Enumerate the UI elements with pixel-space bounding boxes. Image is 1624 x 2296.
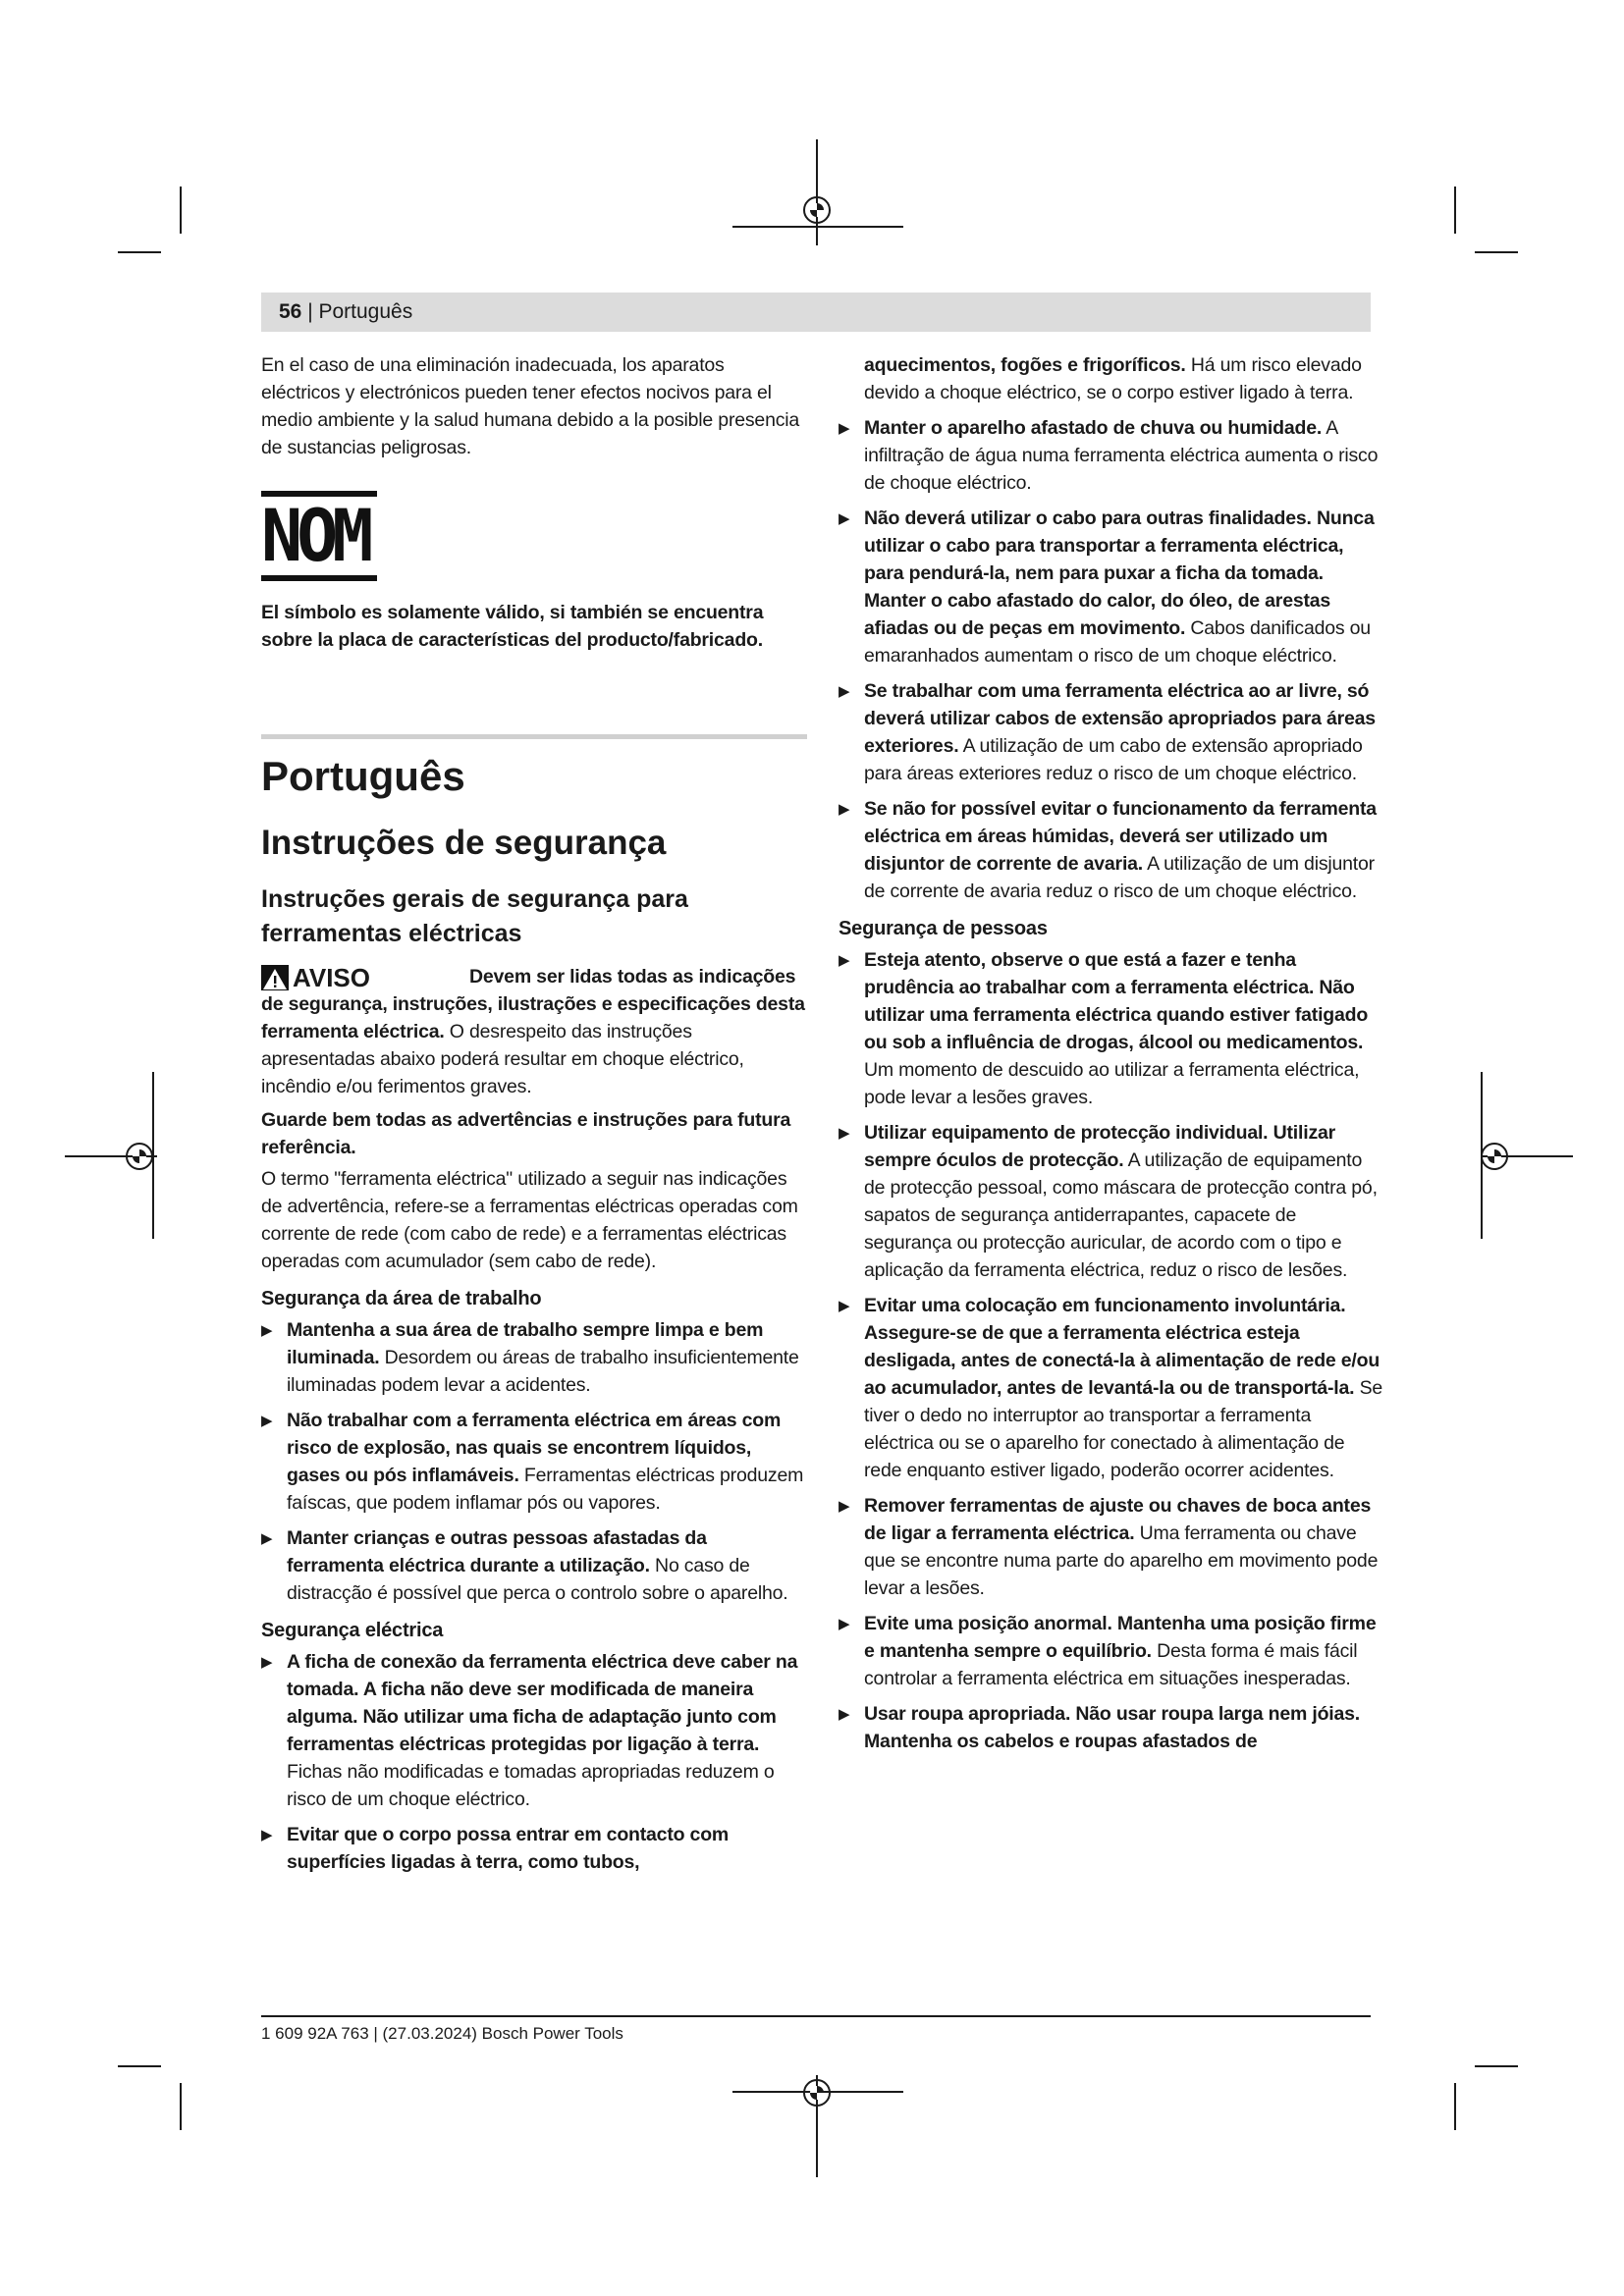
list-item-text: A utilização de um cabo de extensão apropriado para áreas exteriores reduz o risco de um choque eléctrico. (864, 735, 1363, 784)
registration-mark-icon (126, 1143, 153, 1170)
keep-instructions-note: Guarde bem todas as advertências e instruções para futura referência. (261, 1109, 791, 1158)
list-item-bold: Se não for possível evitar o funcionamento da ferramenta eléctrica em áreas húmidas, deverá ser utilizado um disjuntor de corrente de avaria. (864, 798, 1377, 875)
crop-mark (118, 2065, 161, 2067)
list-item (261, 1316, 807, 1399)
page-header (261, 293, 1371, 332)
warning-label-text: AVISO (293, 963, 370, 992)
continued-paragraph (839, 351, 1384, 406)
list-item-bold: Não deverá utilizar o cabo para outras finalidades. Nunca utilizar o cabo para transportar a ferramenta eléctrica, para pendurá-la, nem para puxar a ficha da tomada. Manter o cabo afastado do calor, do óleo, de arestas afiadas ou de peças em movimento. (864, 507, 1375, 639)
crop-mark (1454, 187, 1456, 234)
list-item-text: Fichas não modificadas e tomadas apropriadas reduzem o risco de um choque eléctrico. (287, 1761, 775, 1810)
registration-mark-icon (803, 2079, 831, 2107)
list-item-bold: Não trabalhar com a ferramenta eléctrica em áreas com risco de explosão, nas quais se encontrem líquidos, gases ou pós inflamáveis. (287, 1410, 782, 1486)
header-text (279, 300, 412, 324)
nom-logo (261, 491, 377, 581)
registration-mark-icon (803, 196, 831, 224)
list-item-text: No caso de distracção é possível que perca o controlo sobre o aparelho. (287, 1555, 788, 1604)
crop-mark (180, 2083, 182, 2130)
warning-bold: Devem ser lidas todas as indicações de segurança, instruções, ilustrações e especificações desta ferramenta eléctrica. (261, 966, 805, 1042)
footer-text: 1 609 92A 763 | (27.03.2024) Bosch Power Tools (261, 2024, 623, 2043)
list-item (261, 1648, 807, 1813)
list-item (261, 1407, 807, 1517)
crop-mark (180, 187, 182, 234)
registration-mark-icon (1481, 1143, 1508, 1170)
safety-heading: Instruções de segurança (261, 824, 667, 862)
list-item (839, 1610, 1384, 1692)
crop-mark (118, 251, 161, 253)
list-item-bold: Usar roupa apropriada. Não usar roupa larga nem jóias. Mantenha os cabelos e roupas afastados de (864, 1703, 1361, 1752)
nom-logo-text: NOM (261, 493, 368, 579)
continued-text: Há um risco elevado devido a choque eléctrico, se o corpo estiver ligado à terra. (864, 354, 1362, 403)
warning-label (261, 963, 370, 992)
list-item-bold: Utilizar equipamento de protecção individual. Utilizar sempre óculos de protecção. (864, 1122, 1336, 1171)
list-item-bold: Manter o aparelho afastado de chuva ou humidade. (864, 417, 1323, 439)
list-item-text: Desordem ou áreas de trabalho insuficientemente iluminadas podem levar a acidentes. (287, 1347, 799, 1396)
list-item (839, 505, 1384, 669)
registration-line (732, 226, 903, 228)
list-item-bold: Evitar uma colocação em funcionamento involuntária. Assegure-se de que a ferramenta eléctrica esteja desligada, antes de conectá-la à alimentação de rede e/ou ao acumulador, antes de levantá-la ou de transportá-la. (864, 1295, 1380, 1399)
registration-line (816, 139, 818, 245)
list-item-bold: Evite uma posição anormal. Mantenha uma posição firme e mantenha sempre o equilíbrio. (864, 1613, 1377, 1662)
electric-heading: Segurança eléctrica (261, 1620, 444, 1641)
section-divider (261, 734, 807, 739)
list-item-text: Uma ferramenta ou chave que se encontre numa parte do aparelho em movimento pode levar a lesões. (864, 1522, 1379, 1599)
list-item-text: A infiltração de água numa ferramenta eléctrica aumenta o risco de choque eléctrico. (864, 417, 1379, 494)
people-list (839, 946, 1384, 1755)
list-item-bold: Mantenha a sua área de trabalho sempre limpa e bem iluminada. (287, 1319, 764, 1368)
list-item (839, 677, 1384, 787)
list-item (839, 1292, 1384, 1484)
language-heading: Português (261, 753, 465, 799)
list-item-bold: A ficha de conexão da ferramenta eléctrica deve caber na tomada. A ficha não deve ser modificada de maneira alguma. Não utilizar uma ficha de adaptação junto com ferramentas eléctricas protegidas por ligação à terra. (287, 1651, 798, 1755)
warning-rest: O desrespeito das instruções apresentadas abaixo poderá resultar em choque eléctrico, incêndio e/ou ferimentos graves. (261, 1021, 744, 1097)
list-item-text: Ferramentas eléctricas produzem faíscas, que podem inflamar pós ou vapores. (287, 1465, 804, 1514)
work-area-list (261, 1316, 807, 1607)
list-item (839, 1700, 1384, 1755)
page-number: 56 (279, 300, 302, 323)
header-section: Português (318, 300, 413, 323)
list-item (839, 1492, 1384, 1602)
list-item (261, 1524, 807, 1607)
list-item (839, 414, 1384, 497)
list-item-text: A utilização de um disjuntor de corrente de avaria reduz o risco de um choque eléctrico. (864, 853, 1375, 902)
header-separator: | (301, 300, 319, 323)
list-item-bold: Remover ferramentas de ajuste ou chaves de boca antes de ligar a ferramenta eléctrica. (864, 1495, 1372, 1544)
list-item (261, 1821, 807, 1876)
crop-mark (1475, 251, 1518, 253)
crop-mark (1475, 2065, 1518, 2067)
electric-list (261, 1648, 807, 1876)
warning-triangle-icon (261, 965, 289, 990)
list-item (839, 795, 1384, 905)
list-item-bold: Esteja atento, observe o que está a fazer e tenha prudência ao trabalhar com a ferramenta eléctrica. Não utilizar uma ferramenta eléctrica quando estiver fatigado ou sob a influência de drogas, álcool ou medicamentos. (864, 949, 1369, 1053)
list-item-bold: Se trabalhar com uma ferramenta eléctrica ao ar livre, só deverá utilizar cabos de extensão apropriados para áreas exteriores. (864, 680, 1376, 757)
term-definition: O termo "ferramenta eléctrica" utilizado a seguir nas indicações de advertência, refere-se a ferramentas eléctricas operadas com corrente de rede (com cabo de rede) e a ferramentas eléctricas operadas com acumulador (sem cabo de rede). (261, 1168, 798, 1272)
work-area-heading: Segurança da área de trabalho (261, 1288, 542, 1309)
list-item-text: Um momento de descuido ao utilizar a ferramenta eléctrica, pode levar a lesões graves. (864, 1059, 1360, 1108)
people-heading: Segurança de pessoas (839, 918, 1048, 939)
list-item (839, 1119, 1384, 1284)
continued-bold: aquecimentos, fogões e frigoríficos. (864, 354, 1186, 376)
list-item-text: Se tiver o dedo no interruptor ao transportar a ferramenta eléctrica ou se o aparelho for conectado à alimentação de rede enquanto estiver ligado, poderão ocorrer acidentes. (864, 1377, 1383, 1481)
nom-note: El símbolo es solamente válido, si también se encuentra sobre la placa de características del producto/fabricado. (261, 602, 764, 651)
list-item-bold: Manter crianças e outras pessoas afastadas da ferramenta eléctrica durante a utilização. (287, 1527, 707, 1576)
list-item-text: Desta forma é mais fácil controlar a ferramenta eléctrica em situações inesperadas. (864, 1640, 1358, 1689)
list-item-text: A utilização de equipamento de protecção pessoal, como máscara de protecção contra pó, sapatos de segurança antiderrapantes, capacete de segurança ou protecção auricular, de acordo com o tipo e aplicação da ferramenta eléctrica, reduz o risco de lesões. (864, 1149, 1378, 1281)
warning-block (261, 963, 807, 1100)
electric-list-continued (839, 414, 1384, 905)
list-item-text: Cabos danificados ou emaranhados aumentam o risco de um choque eléctrico. (864, 617, 1371, 667)
general-safety-heading: Instruções gerais de segurança para ferramentas eléctricas (261, 885, 688, 947)
left-column (261, 351, 807, 1884)
footer-rule (261, 2015, 1371, 2017)
crop-mark (1454, 2083, 1456, 2130)
disposal-text: En el caso de una eliminación inadecuada, los aparatos eléctricos y electrónicos pueden tener efectos nocivos para el medio ambiente y la salud humana debido a la posible presencia de sustancias peligrosas. (261, 354, 800, 458)
list-item (839, 946, 1384, 1111)
right-column (839, 351, 1384, 1763)
list-item-bold: Evitar que o corpo possa entrar em contacto com superfícies ligadas à terra, como tubos, (287, 1824, 730, 1873)
